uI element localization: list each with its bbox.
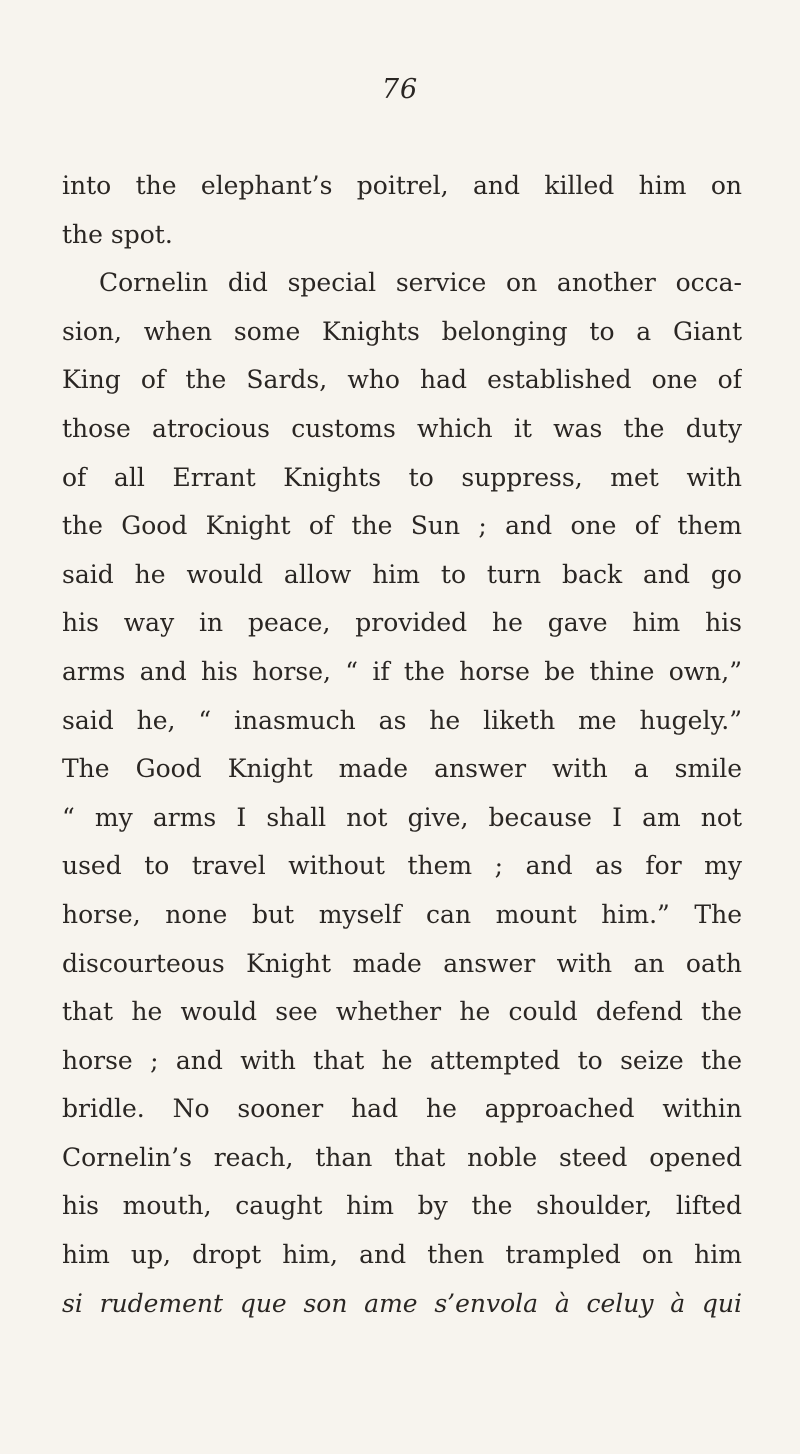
text-line: said he, “ inasmuch as he liketh me hugely.” <box>62 705 742 735</box>
text-line: his way in peace, provided he gave him his <box>62 608 742 638</box>
text-line: those atrocious customs which it was the duty <box>62 413 742 443</box>
text-line: that he would see whether he could defend the <box>62 997 742 1027</box>
text-line: him up, dropt him, and then trampled on him <box>62 1240 742 1270</box>
text-line: King of the Sards, who had established one of <box>62 365 742 395</box>
text-line: Cornelin’s reach, than that noble steed opened <box>62 1142 742 1172</box>
text-line: his mouth, caught him by the shoulder, lifted <box>62 1191 742 1221</box>
text-line: horse ; and with that he attempted to seize the <box>62 1045 742 1075</box>
text-line: said he would allow him to turn back and go <box>62 559 742 589</box>
body-text <box>62 162 742 1328</box>
text-line: arms and his horse, “ if the horse be thine own,” <box>62 656 742 686</box>
text-line: used to travel without them ; and as for my <box>62 851 742 881</box>
text-line: discourteous Knight made answer with an oath <box>62 948 742 978</box>
text-line: of all Errant Knights to suppress, met with <box>62 462 742 492</box>
text-line: into the elephant’s poitrel, and killed him on <box>62 171 742 200</box>
text-line: Cornelin did special service on another occa- <box>99 268 742 298</box>
text-line: bridle. No sooner had he approached within <box>62 1094 742 1124</box>
text-line: The Good Knight made answer with a smile <box>62 754 742 784</box>
text-line: the spot. <box>62 219 173 249</box>
text-line: sion, when some Knights belonging to a Giant <box>62 316 742 346</box>
text-line: the Good Knight of the Sun ; and one of them <box>62 511 742 541</box>
text-line: si rudement que son ame s’envola à celuy à qui <box>62 1288 742 1318</box>
text-line: “ my arms I shall not give, because I am not <box>62 802 742 832</box>
page-number: 76 <box>381 74 419 105</box>
text-line: horse, none but myself can mount him.” The <box>62 899 742 929</box>
